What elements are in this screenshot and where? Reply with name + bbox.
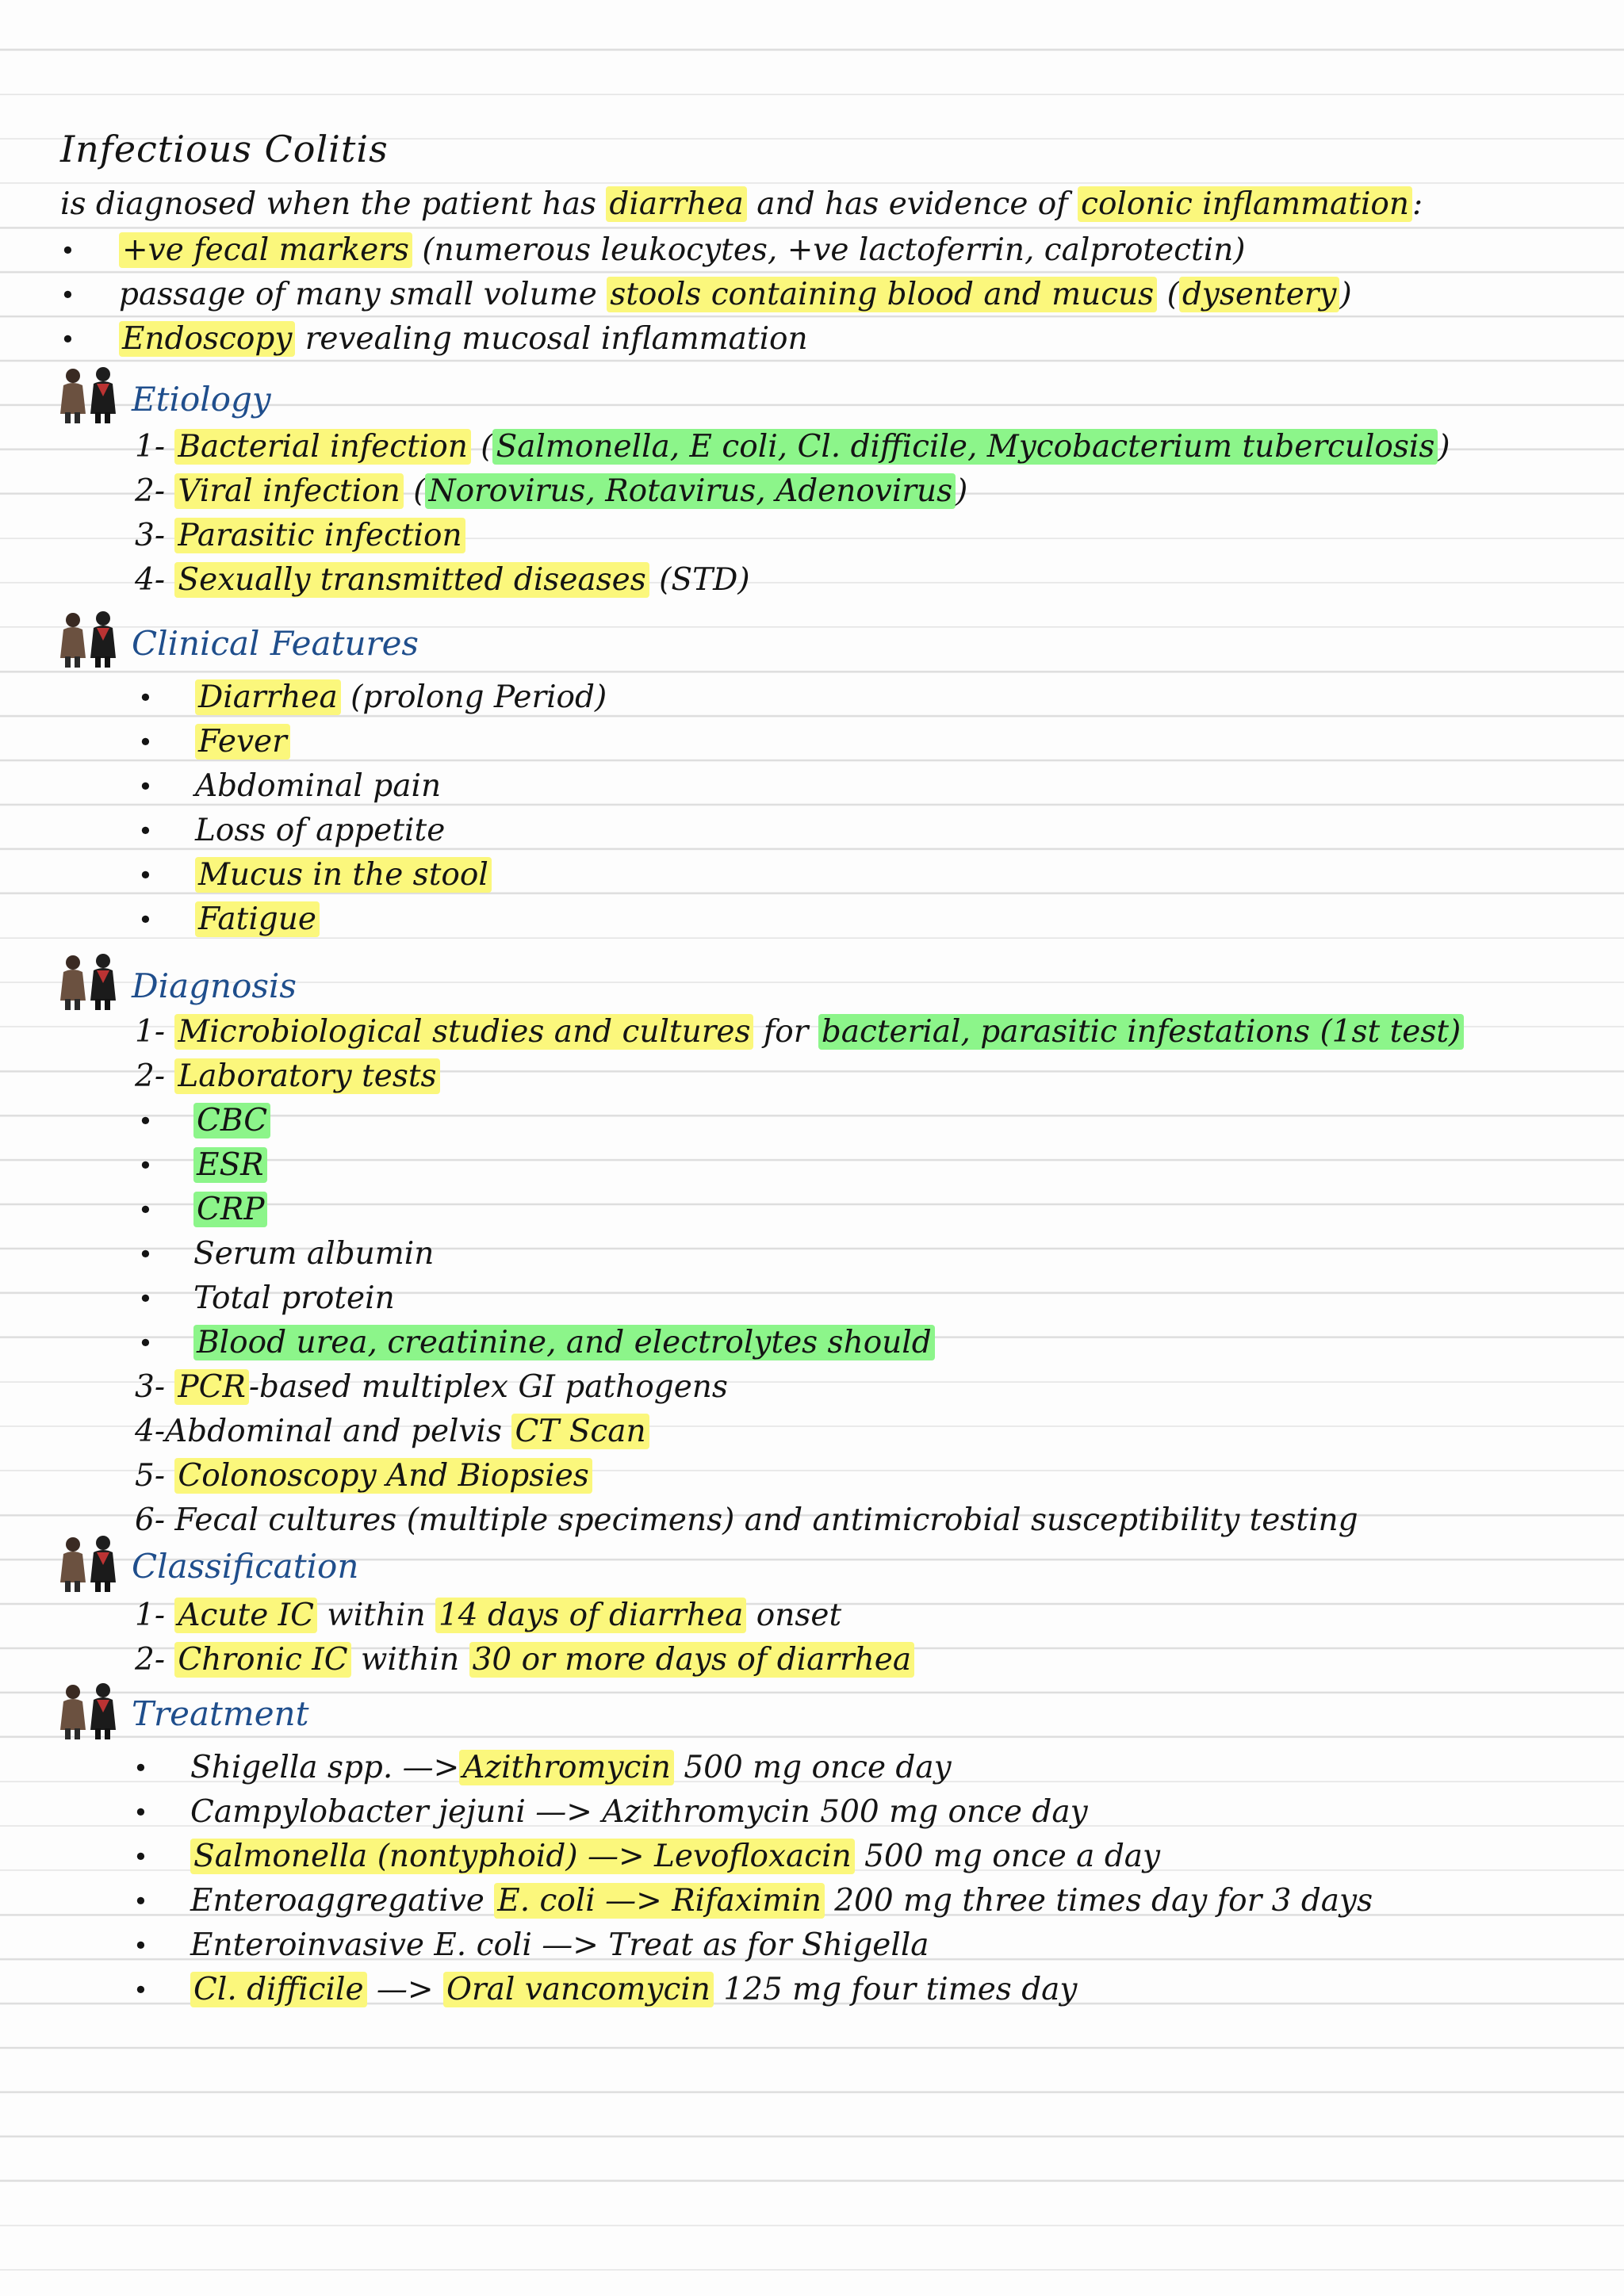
lab-item [193, 1099, 270, 1143]
clinical-item: Abdominal pain [195, 768, 442, 804]
lab-item [193, 1188, 267, 1232]
highlight: Chronic IC [174, 1642, 350, 1678]
highlight: E. coli —> Rifaximin [494, 1883, 825, 1919]
highlight: Parasitic infection [174, 518, 465, 553]
green-highlight: bacterial, parasitic infestations (1st test) [818, 1014, 1464, 1050]
couple-icon [56, 1533, 124, 1594]
clinical-item [195, 897, 320, 942]
text: (prolong Period) [340, 679, 607, 715]
section-heading-classification: Classification [132, 1547, 359, 1586]
bullet: • [133, 1842, 148, 1872]
bullet: • [133, 1975, 148, 2005]
lab-item: Total protein [193, 1280, 395, 1316]
diagnosis-item [135, 1454, 592, 1498]
text: passage of many small volume [119, 277, 607, 312]
bullet: • [138, 1150, 153, 1181]
green-highlight: Blood urea, creatinine, and electrolytes should [193, 1325, 935, 1360]
highlight: stools containing blood and mucus [607, 277, 1157, 312]
treatment-item [190, 1835, 1160, 1879]
highlight: PCR [174, 1369, 248, 1405]
couple-icon [56, 1681, 124, 1741]
highlight: Salmonella (nontyphoid) —> Levofloxacin [190, 1839, 855, 1874]
treatment-item [190, 1746, 952, 1790]
bullet: • [138, 1239, 153, 1269]
text: Shigella spp. —> [190, 1750, 460, 1785]
highlight: Colonoscopy And Biopsies [174, 1458, 592, 1494]
diagnosis-item [135, 1054, 440, 1099]
bullet: • [138, 816, 153, 846]
criteria-item [119, 228, 1246, 273]
section-heading-diagnosis: Diagnosis [132, 966, 297, 1005]
treatment-item: Enteroinvasive E. coli —> Treat as for Shigella [190, 1927, 929, 1963]
section-heading-treatment: Treatment [132, 1694, 309, 1733]
etiology-item [135, 425, 1450, 469]
bullet: • [133, 1797, 148, 1827]
treatment-item: Campylobacter jejuni —> Azithromycin 500 mg once day [190, 1794, 1088, 1830]
bullet: • [60, 324, 75, 354]
bullet: • [138, 1106, 153, 1136]
intro-line [60, 182, 1423, 227]
clinical-item [195, 853, 492, 897]
text: 200 mg three times day for 3 days [824, 1883, 1373, 1919]
bullet: • [138, 771, 153, 802]
bullet: • [133, 1931, 148, 1961]
criteria-item [119, 317, 808, 362]
highlight: Cl. difficile [190, 1972, 367, 2007]
bullet: • [133, 1753, 148, 1783]
treatment-item [190, 1879, 1373, 1923]
text: revealing mucosal inflammation [295, 321, 808, 357]
text: within [350, 1642, 469, 1678]
highlight: CT Scan [511, 1414, 649, 1449]
lab-item [193, 1143, 267, 1188]
text: ( [403, 473, 426, 509]
clinical-item: Loss of appetite [195, 813, 446, 848]
bullet: • [138, 1328, 153, 1358]
diagnosis-item: 6- Fecal cultures (multiple specimens) and antimicrobial susceptibility testing [135, 1502, 1358, 1538]
clinical-item [195, 720, 290, 764]
green-highlight: Salmonella, E coli, Cl. difficile, Mycobacterium tuberculosis [492, 429, 1438, 465]
text: 1- [135, 429, 175, 465]
bullet: • [138, 905, 153, 935]
text: 1- [135, 1598, 175, 1633]
text: (STD) [649, 562, 750, 598]
text: Enteroaggregative [190, 1883, 495, 1919]
lab-item [193, 1321, 935, 1365]
intro-text: : [1412, 186, 1423, 222]
text: ( [470, 429, 493, 465]
highlight: Azithromycin [459, 1750, 674, 1785]
bullet: • [60, 280, 75, 310]
couple-icon [56, 365, 124, 425]
text: 4- [135, 562, 175, 598]
text: 4-Abdominal and pelvis [135, 1414, 512, 1449]
highlight: Oral vancomycin [443, 1972, 714, 2007]
bullet: • [138, 727, 153, 757]
text: —> [366, 1972, 444, 2007]
highlight: Fever [195, 724, 290, 760]
highlight: Endoscopy [119, 321, 295, 357]
bullet: • [60, 235, 75, 266]
text: 3- [135, 518, 175, 553]
text: ) [1339, 277, 1352, 312]
highlight: Sexually transmitted diseases [174, 562, 649, 598]
classification-item [135, 1594, 841, 1638]
criteria-item [119, 273, 1352, 317]
highlight: dysentery [1179, 277, 1340, 312]
text: 2- [135, 1058, 175, 1094]
page-title: Infectious Colitis [60, 128, 389, 170]
green-highlight: ESR [193, 1147, 267, 1183]
green-highlight: CRP [193, 1192, 267, 1227]
text: 500 mg once day [673, 1750, 952, 1785]
highlight: Laboratory tests [174, 1058, 439, 1094]
lab-item: Serum albumin [193, 1236, 435, 1272]
etiology-item [135, 469, 967, 514]
diagnosis-item [135, 1010, 1464, 1054]
text: ) [1438, 429, 1450, 465]
green-highlight: Norovirus, Rotavirus, Adenovirus [425, 473, 956, 509]
text: 125 mg four times day [713, 1972, 1078, 2007]
treatment-item [190, 1968, 1077, 2012]
text: 5- [135, 1458, 175, 1494]
text: 3- [135, 1369, 175, 1405]
highlight: Microbiological studies and cultures [174, 1014, 753, 1050]
highlight: colonic inflammation [1078, 186, 1412, 222]
highlight: diarrhea [606, 186, 746, 222]
bullet: • [138, 1195, 153, 1225]
highlight: 30 or more days of diarrhea [469, 1642, 915, 1678]
text: 2- [135, 473, 175, 509]
highlight: 14 days of diarrhea [435, 1598, 746, 1633]
bullet: • [138, 1284, 153, 1314]
text: -based multiplex GI pathogens [248, 1369, 728, 1405]
highlight: +ve fecal markers [119, 232, 412, 268]
highlight: Bacterial infection [174, 429, 470, 465]
highlight: Diarrhea [195, 679, 341, 715]
couple-icon [56, 951, 124, 1012]
diagnosis-item [135, 1365, 728, 1410]
clinical-item [195, 675, 607, 720]
bullet: • [138, 860, 153, 890]
text: within [316, 1598, 435, 1633]
highlight: Fatigue [195, 901, 320, 937]
bullet: • [133, 1886, 148, 1916]
couple-icon [56, 609, 124, 669]
text: ( [1157, 277, 1179, 312]
bullet: • [138, 683, 153, 713]
section-heading-etiology: Etiology [132, 380, 271, 419]
text: onset [746, 1598, 842, 1633]
intro-text: and has evidence of [746, 186, 1078, 222]
highlight: Acute IC [174, 1598, 317, 1633]
green-highlight: CBC [193, 1103, 270, 1138]
intro-text: is diagnosed when the patient has [60, 186, 607, 222]
text: (numerous leukocytes, +ve lactoferrin, calprotectin) [412, 232, 1246, 268]
text: ) [956, 473, 968, 509]
etiology-item [135, 558, 750, 603]
section-heading-clinical: Clinical Features [132, 624, 419, 663]
diagnosis-item [135, 1410, 649, 1454]
highlight: Viral infection [174, 473, 403, 509]
highlight: Mucus in the stool [195, 857, 492, 893]
text: 2- [135, 1642, 175, 1678]
etiology-item [135, 514, 465, 558]
text: 1- [135, 1014, 175, 1050]
text: 500 mg once a day [854, 1839, 1161, 1874]
text: for [753, 1014, 818, 1050]
classification-item [135, 1638, 914, 1682]
